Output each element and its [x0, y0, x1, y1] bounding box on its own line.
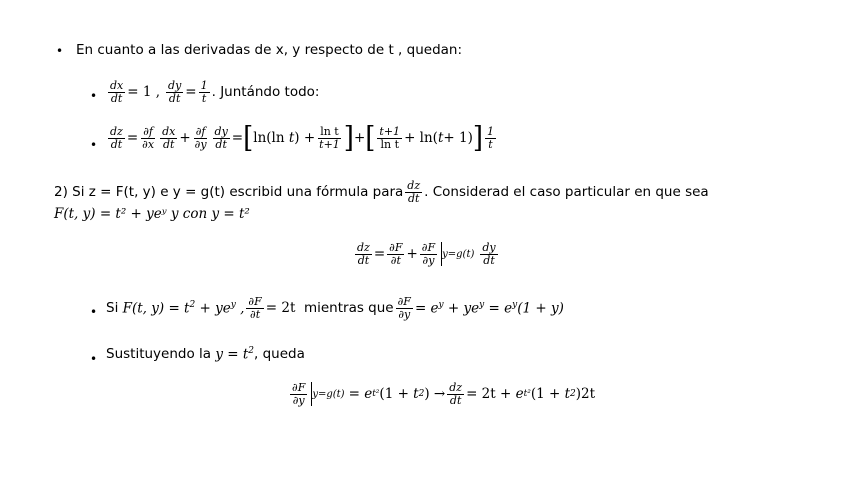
juntando-text: . Juntándo todo:	[211, 84, 320, 101]
queda-text: , queda	[254, 346, 305, 363]
intro-line	[76, 42, 462, 58]
problem-line-1: 2) Si z = F(t, y) e y = g(t) escribid una fórmula para $\frac{dz}{dt}$ . Considerad el caso particular en que sea	[54, 179, 709, 205]
problem-intro: 2) Si z = F(t, y) e y = g(t) escribid una fórmula para	[54, 184, 404, 201]
derivatives-line: $\frac{dx}{dt}$ = 1 , $\frac{dy}{dt}$ = $\frac{1}{t}$ . Juntándo todo:	[110, 79, 320, 105]
dz-dt-expansion: $\frac{dz}{dt}$ = $\frac{\partial f}{\partial x}$ $\frac{dx}{dt}$ + $\frac{\partial f}{\partial y}$ $\frac{dy}{dt}$ = [ ln(ln t ) + $\frac{\text{ln t}}{t+1}$ ] + [ $\frac{t+1}{\text{ln t}}$ + ln( t + 1) ] $\frac{1}{t}$	[110, 121, 495, 155]
bullet-1: •	[56, 44, 64, 58]
si-text: Si	[106, 300, 119, 317]
sustituyendo-text: Sustituyendo la	[106, 346, 212, 363]
chain-rule-formula: $\frac{dz}{dt}$ = $\frac{\partial F}{\partial t}$ + $\frac{\partial F}{\partial y}$ y=g(t) $\frac{dy}{dt}$	[357, 241, 496, 267]
final-result: $\frac{\partial F}{\partial y}$ y=g(t) = e t² (1 + t 2 ) → $\frac{dz}{dt}$ = 2t + e t² (1 + t 2 )2t	[288, 382, 595, 406]
substitution-line: Sustituyendo la $y = t^2$ , queda	[106, 346, 305, 363]
problem-tail: . Considerad el caso particular en que sea	[424, 184, 709, 201]
bullet-5: •	[90, 352, 98, 366]
intro-text: En cuanto a las derivadas de x, y respecto de t , quedan:	[76, 42, 463, 58]
bullet-2: •	[90, 89, 98, 103]
bullet-4: •	[90, 305, 98, 319]
bullet-3: •	[90, 138, 98, 152]
problem-line-2	[54, 206, 250, 222]
problem-function: F(t, y) = t² + yeʸ y con y = t²	[54, 206, 250, 222]
partial-derivatives-line: Si F(t, $y) = t^2 + ye^y$ , $\frac{\partial F}{\partial t}$ = 2t mientras que $\frac{\partial F}{\partial y}$ = $e^y + ye^y = e^y(1 + y)$	[106, 295, 564, 321]
mientras-text: mientras que	[303, 300, 394, 317]
